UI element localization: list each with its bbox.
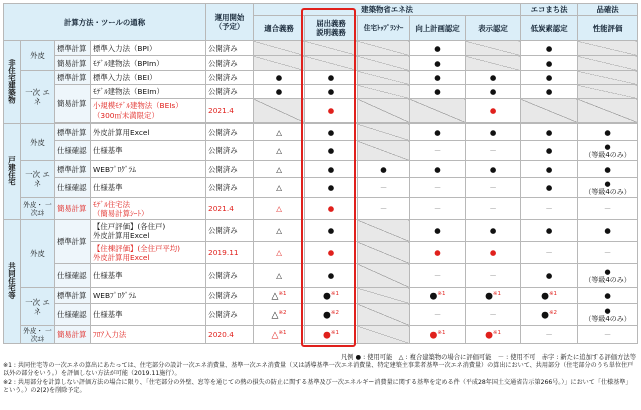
sub-envelope-primary: 外皮・ 一次ｴﾈ — [21, 326, 55, 344]
mark-cell: ●$^{※2}$ — [521, 304, 578, 326]
na-cell — [410, 99, 466, 123]
category-detached: 戸建住宅 — [4, 124, 21, 220]
mark-cell: △ — [254, 198, 305, 220]
tool-cell: 仕様基準 — [91, 178, 206, 198]
mark-cell: － — [466, 264, 521, 288]
na-cell — [358, 85, 410, 99]
mark-cell: ● — [358, 161, 410, 178]
mark-cell: － — [578, 198, 638, 220]
footnote-1: ※1 : 共同住宅等の一次エネの算出にあたっては、住宅部分の設計一次エネ消費量、基準一次エネ消費量（又は誘導基準一次エネ消費量、特定建築主事業者基準一次エネ消費量）の算出において、共用部分（住宅部分のうち単位住戸以外の部分をいう。）を評価しない方法が可能（2019.11施行）。 — [3, 362, 634, 378]
mark-cell: △$^{※1}$ — [254, 326, 305, 344]
mark-cell: ● — [521, 71, 578, 85]
tool-cell: 標準入力法（BEI） — [91, 71, 206, 85]
mark-cell: ● — [410, 71, 466, 85]
mark-cell: － — [466, 178, 521, 198]
start-cell: 公開済み — [206, 288, 254, 304]
tool-cell: 外皮計算用Excel — [91, 124, 206, 141]
mark-cell: ● — [410, 41, 466, 56]
footnotes — [3, 362, 637, 396]
sub-envelope: 外皮 — [21, 124, 55, 161]
sub-envelope: 外皮 — [21, 220, 55, 288]
header-top-runner: 住宅ﾄｯﾌﾟﾗﾝﾅｰ — [358, 16, 410, 41]
category-apartment: 共同住宅等 — [4, 220, 21, 344]
na-cell — [358, 141, 410, 161]
header-improve: 向上計画認定 — [410, 16, 466, 41]
mark-cell: － — [410, 304, 466, 326]
mark-cell: △ — [254, 178, 305, 198]
mark-cell: ● — [521, 56, 578, 71]
start-cell: 公開済み — [206, 56, 254, 71]
header-group-energy: 建築物省エネ法 — [254, 4, 521, 16]
tool-cell: ﾓﾃﾞﾙ建物法（BPIm） — [91, 56, 206, 71]
mark-cell: ● — [466, 85, 521, 99]
tool-cell: 仕様基準 — [91, 141, 206, 161]
mark-cell: － — [358, 178, 410, 198]
mark-cell: － — [521, 326, 578, 344]
mark-cell: ● — [521, 220, 578, 242]
method-cell: 簡易計算 — [55, 198, 91, 220]
start-cell: 公開済み — [206, 178, 254, 198]
mark-cell: ● — [410, 56, 466, 71]
header-method: 計算方法・ツールの通称 — [4, 4, 206, 41]
mark-cell: ● — [578, 288, 638, 304]
tool-cell: ﾓﾃﾞﾙ建物法（BEIm） — [91, 85, 206, 99]
mark-cell: ● — [578, 220, 638, 242]
mark-cell: △$^{※2}$ — [254, 304, 305, 326]
mark-cell: ● （等級4のみ） — [578, 178, 638, 198]
mark-cell: ● （等級4のみ） — [578, 141, 638, 161]
mark-cell: － — [410, 178, 466, 198]
method-cell: 仕様確認 — [55, 304, 91, 326]
legend: 凡例 ● : 使用可能 △ : 複合建築物の場合に評価可能 － : 使用不可 赤字 : 新たに追加する評価方法等 — [340, 354, 636, 361]
na-cell — [358, 41, 410, 56]
method-cell: 簡易計算 — [55, 326, 91, 344]
start-cell: 公開済み — [206, 124, 254, 141]
mark-cell: ●$^{※1}$ — [466, 326, 521, 344]
na-cell — [358, 71, 410, 85]
tool-cell: 【住戸評価】(各住戸) 外皮計算用Excel — [91, 220, 206, 242]
na-cell — [358, 326, 410, 344]
na-cell — [578, 85, 638, 99]
tool-cell: WEBﾌﾟﾛｸﾞﾗﾑ — [91, 161, 206, 178]
mark-cell: ● — [466, 220, 521, 242]
sub-primary-energy: 一次 エネ — [21, 71, 55, 124]
mark-cell: ● — [466, 124, 521, 141]
mark-cell: ●$^{※1}$ — [521, 288, 578, 304]
mark-cell: － — [410, 198, 466, 220]
mark-cell: ● — [466, 161, 521, 178]
mark-cell: ● — [254, 85, 305, 99]
na-cell — [578, 56, 638, 71]
method-cell: 標準計算 — [55, 124, 91, 141]
mark-cell: ● — [305, 71, 358, 85]
start-cell: 公開済み — [206, 304, 254, 326]
method-cell: 標準計算 — [55, 71, 91, 85]
mark-cell: ● — [305, 99, 358, 123]
method-cell: 仕様確認 — [55, 264, 91, 288]
sub-envelope: 外皮 — [21, 41, 55, 71]
header-notify: 届出義務 説明義務 — [305, 16, 358, 41]
mark-cell: － — [521, 242, 578, 264]
mark-cell: ● — [410, 85, 466, 99]
mark-cell: ● — [305, 264, 358, 288]
mark-cell: － — [410, 141, 466, 161]
header-conformity: 適合義務 — [254, 16, 305, 41]
sub-primary-energy: 一次 エネ — [21, 161, 55, 198]
mark-cell: △ — [254, 220, 305, 242]
mark-cell: － — [466, 304, 521, 326]
start-cell: 公開済み — [206, 71, 254, 85]
na-cell — [578, 41, 638, 56]
tool-cell: ﾌﾛｱ入力法 — [91, 326, 206, 344]
mark-cell: ● — [305, 220, 358, 242]
na-cell — [358, 99, 410, 123]
method-cell: 仕様確認 — [55, 141, 91, 161]
mark-cell: ● — [305, 124, 358, 141]
mark-cell: ● — [466, 71, 521, 85]
na-cell — [358, 124, 410, 141]
tool-cell: 小規模ﾓﾃﾞﾙ建物法（BEIs） （300㎡未満限定） — [91, 99, 206, 123]
mark-cell: ● — [521, 161, 578, 178]
na-cell — [578, 71, 638, 85]
category-nonresidential: 非住宅建築物 — [4, 41, 21, 124]
na-cell — [358, 304, 410, 326]
start-cell: 2021.4 — [206, 99, 254, 123]
na-cell — [466, 56, 521, 71]
header-group-eco: エコまち法 — [521, 4, 578, 16]
mark-cell: ● — [410, 124, 466, 141]
mark-cell: ● — [254, 71, 305, 85]
start-cell: 2021.4 — [206, 198, 254, 220]
mark-cell: ● — [521, 264, 578, 288]
sub-primary-energy: 一次 エネ — [21, 288, 55, 326]
header-low-carbon: 低炭素認定 — [521, 16, 578, 41]
mark-cell: ● — [410, 161, 466, 178]
mark-cell: ● — [521, 124, 578, 141]
mark-cell: △ — [254, 161, 305, 178]
mark-cell: △ — [254, 124, 305, 141]
footnote-2: ※2 : 共用部分を計算しない評価方法の場合に限り、「住宅部分の外壁、窓等を通じての熱の損失の防止に関する基準及び一次エネルギー消費量に関する基準を定める件（平成28年国土交通省告示第266号。）」において「仕様基準」という。）の2(2)を削除予定。 — [3, 378, 632, 395]
standards-table — [3, 3, 638, 344]
mark-cell: ●$^{※1}$ — [305, 288, 358, 304]
start-cell: 2020.4 — [206, 326, 254, 344]
mark-cell: ●$^{※2}$ — [305, 304, 358, 326]
na-cell — [466, 41, 521, 56]
header-performance: 性能評価 — [578, 16, 638, 41]
mark-cell: ● — [521, 178, 578, 198]
na-cell — [254, 99, 305, 123]
na-cell — [305, 41, 358, 56]
mark-cell: ● — [521, 141, 578, 161]
mark-cell: ● — [410, 242, 466, 264]
tool-cell: WEBﾌﾟﾛｸﾞﾗﾑ — [91, 288, 206, 304]
method-cell: 標準計算 — [55, 41, 91, 56]
na-cell — [358, 220, 410, 242]
mark-cell: － — [410, 264, 466, 288]
header-group-quality: 品確法 — [578, 4, 638, 16]
na-cell — [358, 242, 410, 264]
mark-cell: ●$^{※1}$ — [305, 326, 358, 344]
start-cell: 公開済み — [206, 161, 254, 178]
mark-cell: ● — [521, 41, 578, 56]
mark-cell: ● — [305, 178, 358, 198]
start-cell: 公開済み — [206, 85, 254, 99]
mark-cell: ● — [578, 124, 638, 141]
mark-cell: － — [521, 198, 578, 220]
mark-cell: ●$^{※1}$ — [466, 288, 521, 304]
na-cell — [254, 41, 305, 56]
na-cell — [358, 288, 410, 304]
method-cell: 簡易計算 — [55, 85, 91, 123]
start-cell: 公開済み — [206, 41, 254, 56]
mark-cell: ● — [305, 141, 358, 161]
mark-cell: △ — [254, 242, 305, 264]
mark-cell: ● （等級4のみ） — [578, 264, 638, 288]
tool-cell: ﾓﾃﾞﾙ住宅法 （簡易計算ｼｰﾄ） — [91, 198, 206, 220]
tool-cell: 【住棟評価】(全住戸平均) 外皮計算用Excel — [91, 242, 206, 264]
method-cell: 簡易計算 — [55, 56, 91, 71]
mark-cell: ● — [521, 85, 578, 99]
mark-cell: ● — [466, 99, 521, 123]
mark-cell: △$^{※1}$ — [254, 288, 305, 304]
method-cell: 標準計算 — [55, 161, 91, 178]
mark-cell: － — [578, 242, 638, 264]
mark-cell: － — [466, 141, 521, 161]
header-label: 表示認定 — [466, 16, 521, 41]
mark-cell: － — [358, 198, 410, 220]
na-cell — [358, 56, 410, 71]
mark-cell: － — [466, 198, 521, 220]
sub-envelope-primary: 外皮・ 一次ｴﾈ — [21, 198, 55, 220]
na-cell — [305, 56, 358, 71]
mark-cell: △ — [254, 141, 305, 161]
mark-cell: ● — [305, 198, 358, 220]
start-cell: 2019.11 — [206, 242, 254, 264]
method-cell: 標準計算 — [55, 220, 91, 264]
mark-cell: ● （等級4のみ） — [578, 304, 638, 326]
tool-cell: 仕様基準 — [91, 264, 206, 288]
mark-cell: ● — [305, 85, 358, 99]
mark-cell: ●$^{※1}$ — [410, 288, 466, 304]
mark-cell: ●$^{※1}$ — [410, 326, 466, 344]
na-cell — [578, 99, 638, 123]
mark-cell: ● — [466, 242, 521, 264]
na-cell — [254, 56, 305, 71]
mark-cell: ● — [305, 161, 358, 178]
mark-cell: － — [578, 326, 638, 344]
na-cell — [358, 264, 410, 288]
mark-cell: ● — [578, 161, 638, 178]
method-cell: 仕様確認 — [55, 178, 91, 198]
mark-cell: △ — [254, 264, 305, 288]
mark-cell: ● — [305, 242, 358, 264]
na-cell — [521, 99, 578, 123]
header-start: 運用開始 （予定） — [206, 4, 254, 41]
start-cell: 公開済み — [206, 220, 254, 242]
tool-cell: 標準入力法（BPI） — [91, 41, 206, 56]
tool-cell: 仕様基準 — [91, 304, 206, 326]
mark-cell: ● — [410, 220, 466, 242]
method-cell: 標準計算 — [55, 288, 91, 304]
start-cell: 公開済み — [206, 264, 254, 288]
start-cell: 公開済み — [206, 141, 254, 161]
